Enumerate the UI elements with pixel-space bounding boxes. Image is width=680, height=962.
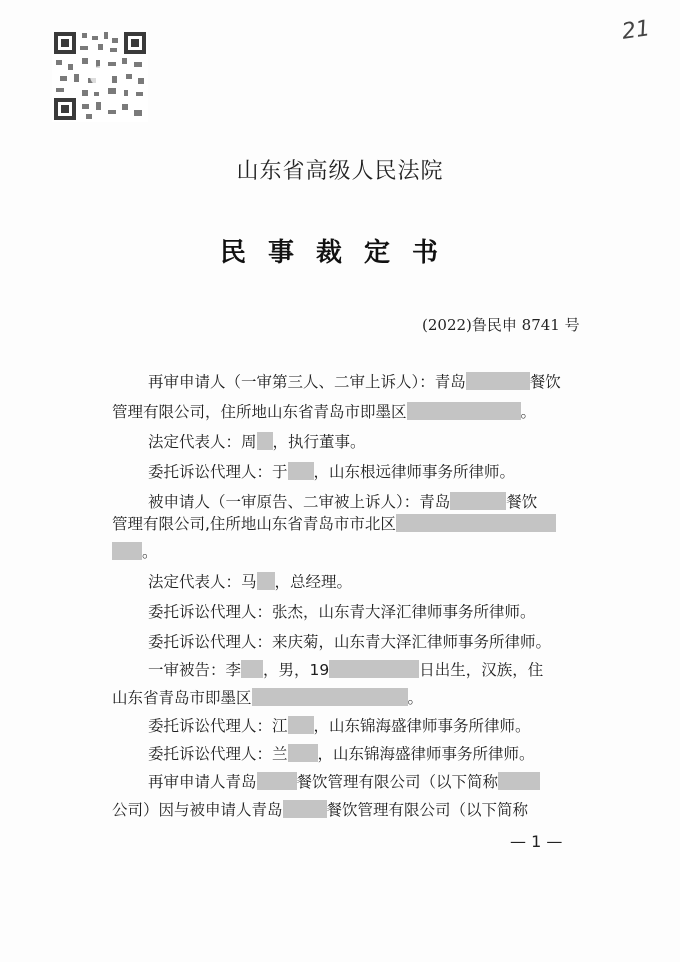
redaction (288, 744, 318, 762)
body-line: 山东省青岛市即墨区 。 (112, 689, 424, 707)
redaction (257, 572, 275, 590)
body-line: 法定代表人：周 ，执行董事。 (148, 433, 366, 451)
body-line: 委托诉讼代理人：兰 ，山东锦海盛律师事务所律师。 (148, 745, 535, 763)
body-line: 委托诉讼代理人：来庆菊，山东青大泽汇律师事务所律师。 (148, 633, 552, 651)
page-number: — 1 — (510, 832, 563, 851)
redaction (288, 716, 314, 734)
body-line: 被申请人（一审原告、二审被上诉人）：青岛 餐饮 (148, 493, 538, 511)
redaction (241, 660, 263, 678)
body-line: 一审被告：李 ，男，19 日出生，汉族，住 (148, 661, 544, 679)
redaction (396, 514, 556, 532)
redaction (450, 492, 506, 510)
qr-code (52, 30, 148, 122)
redaction (498, 772, 540, 790)
body-line: 委托诉讼代理人：江 ，山东锦海盛律师事务所律师。 (148, 717, 531, 735)
redaction (288, 462, 314, 480)
document-title: 民事裁定书 (219, 238, 460, 268)
body-line: 管理有限公司，住所地山东省青岛市即墨区 。 (112, 403, 537, 421)
redaction (407, 402, 521, 420)
body-line: 。 (112, 540, 158, 562)
body-line: 委托诉讼代理人：于 ，山东根远律师事务所律师。 (148, 463, 516, 481)
redaction (283, 800, 327, 818)
redaction (252, 688, 408, 706)
body-line: 管理有限公司,住所地山东省青岛市市北区 (112, 512, 556, 534)
body-line: 委托诉讼代理人：张杰，山东青大泽汇律师事务所律师。 (148, 603, 536, 621)
redaction (466, 372, 530, 390)
body-line: 再审申请人（一审第三人、二审上诉人）：青岛 餐饮 (148, 373, 561, 391)
redaction (257, 432, 273, 450)
redaction (112, 542, 142, 560)
body-line: 再审申请人青岛 餐饮管理有限公司（以下简称 (148, 770, 540, 792)
body-line: 法定代表人：马 ，总经理。 (148, 573, 353, 591)
court-name: 山东省高级人民法院 (236, 159, 444, 184)
redaction (257, 772, 297, 790)
redaction (329, 660, 419, 678)
case-number: (2022)鲁民申 8741 号 (422, 316, 580, 334)
handwritten-page-mark: 21 (620, 16, 652, 45)
body-line: 公司）因与被申请人青岛 餐饮管理有限公司（以下简称 (112, 801, 529, 819)
